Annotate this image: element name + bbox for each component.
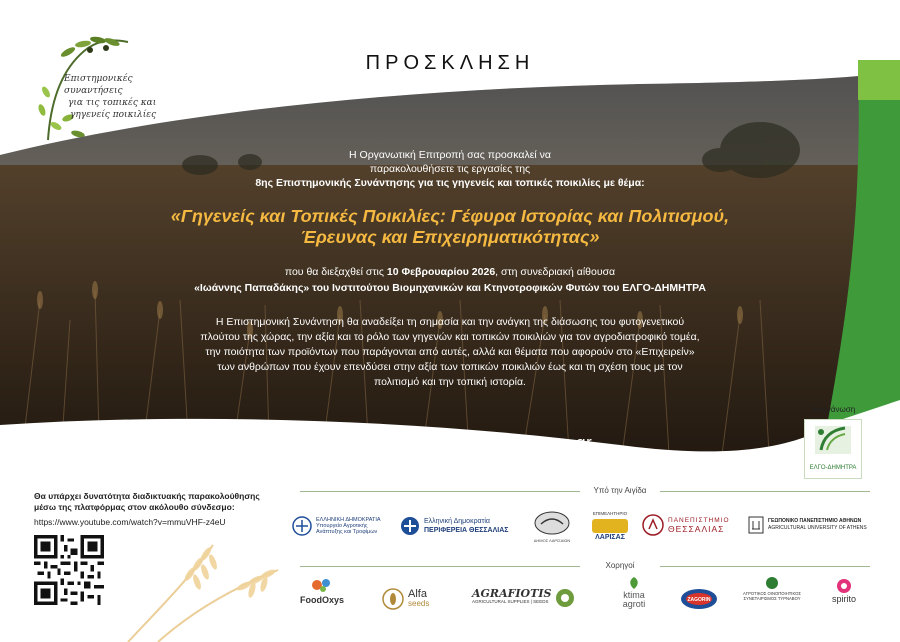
tyrnavos-sub: ΣΥΝΕΤΑΙΡΙΣΜΟΣ ΤΥΡΝΑΒΟΥ (743, 596, 801, 601)
municipality-name: ΔΗΜΟΣ ΛΑΡΙΣΑΙΩΝ (533, 538, 571, 543)
sponsors-divider-left (300, 566, 580, 567)
event-date: 10 Φεβρουαρίου 2026 (386, 266, 496, 278)
alfa-seed-icon (382, 588, 404, 610)
alfa-name: Alfa (408, 588, 427, 600)
online-line-1: Θα υπάρχει δυνατότητα διαδικτυακής παρακολούθησης (34, 491, 260, 501)
meeting-description (100, 315, 800, 390)
tyrnavos-name: ΑΓΡΟΤΙΚΟΣ ΟΙΝΟΠΟΙΗΤΙΚΟΣ (743, 591, 801, 596)
qr-code-icon[interactable] (34, 535, 104, 605)
university-sub: ΘΕΣΣΑΛΙΑΣ (668, 524, 725, 534)
grape-icon (765, 576, 779, 590)
foodoxys-name: FoodOxys (299, 595, 344, 605)
ministry-name: ΕΛΛΗΝΙΚΗ ΔΗΜΟΚΡΑΤΙΑ (316, 517, 381, 523)
logo-municipality-larissa (528, 510, 576, 545)
university-name: ΠΑΝΕΠΙΣΤΗΜΙΟ (668, 517, 730, 524)
online-line-2: μέσω της πλατφόρμας στον ακόλουθο σύνδεσμο: (34, 502, 235, 512)
venue-info (100, 264, 800, 296)
elgo-leaf-icon (805, 420, 861, 460)
online-notice (34, 491, 274, 513)
sponsors-divider-right (660, 566, 870, 567)
chamber-label: ΕΠΙΜΕΛΗΤΗΡΙΟ (592, 511, 628, 516)
wheat-decoration-icon (118, 540, 288, 642)
university-seal-icon (642, 514, 664, 536)
agrafiotis-sub: AGRICULTURAL SUPPLIES | SEEDS (472, 599, 549, 604)
zagorin-badge-icon (680, 588, 718, 610)
agrafiotis-name: AGRAFIOTIS (472, 587, 552, 600)
zagorin-name: ZAGORIN (687, 597, 711, 603)
alfa-sub: seeds (408, 599, 430, 608)
logo-region-thessaly (400, 516, 518, 536)
logo-zagorin (680, 588, 718, 610)
organizer-label: Διοργάνωση (810, 405, 856, 414)
logo-line-1: Επιστημονικές συναντήσεις (64, 74, 133, 96)
logo-university-thessaly (642, 514, 742, 536)
desc-line-5: πολιτισμό και την τοπική ιστορία. (374, 376, 526, 388)
logo-chamber-larissa (586, 510, 634, 542)
organizer-block (792, 405, 874, 479)
intro-text (130, 148, 770, 190)
auspices-label: Υπό την Αιγίδα (593, 486, 647, 495)
auspices-divider-left (300, 491, 580, 492)
aua-sub: AGRICULTURAL UNIVERSITY OF ATHENS (768, 525, 867, 531)
venue-suffix: , στη συνεδριακή αίθουσα (495, 266, 616, 278)
youtube-link[interactable]: https://www.youtube.com/watch?v=mmuVHF-z4eU (34, 517, 226, 527)
spirito-name: spirito (831, 594, 856, 604)
intro-line-3: 8ης Επιστημονικής Συνάντησης για τις γηγενείς και τοπικές ποικιλίες με θέμα: (255, 177, 645, 189)
auspices-divider-right (660, 491, 870, 492)
spirito-flower-icon (836, 578, 852, 594)
venue-hall: «Ιωάννης Παπαδάκης» του Ινστιτούτου Βιομηχανικών και Κτηνοτροφικών Φυτών του ΕΛΓΟ-ΔΗΜΗΤΡΑ (194, 282, 706, 294)
desc-line-4: των ανθρώπων που έχουν επενδύσει στην αξία των τοπικών ποικιλιών έως και τη σχέση τους με τον (217, 361, 683, 373)
intro-line-1: Η Οργανωτική Επιτροπή σας προσκαλεί να (349, 149, 551, 161)
elgo-logo-text: ΕΛΓΟ-ΔΗΜΗΤΡΑ (809, 465, 857, 471)
logo-spirito (822, 578, 866, 603)
logo-line-3: γηγενείς ποικιλίες (70, 110, 157, 120)
website-link[interactable]: greeklandraces.gr (447, 433, 593, 452)
meeting-subject (120, 206, 780, 248)
intro-line-2: παρακολουθήσετε τις εργασίες της (369, 163, 531, 175)
logo-foodoxys (292, 576, 352, 604)
municipality-seal-icon (533, 510, 571, 536)
logo-ktima-agroti (614, 576, 654, 609)
chamber-sub: ΛΑΡΙΣΑΣ (595, 534, 625, 541)
logo-ministry-agriculture (292, 516, 390, 536)
ministry-sub: Υπουργείο Αγροτικής Ανάπτυξης και Τροφίμων (316, 523, 378, 535)
region-name: Ελληνική Δημοκρατία (424, 518, 490, 525)
desc-line-1: Η Επιστημονική Συνάντηση θα αναδείξει τη σημασία και την ανάγκη της διάσωσης του φυτογενετικού (215, 316, 685, 328)
foodoxys-icon (309, 576, 335, 594)
agrafiotis-emblem-icon (555, 588, 575, 608)
page-title: ΠΡΟΣΚΛΗΣΗ (365, 52, 535, 74)
venue-prefix: που θα διεξαχθεί στις (284, 266, 387, 278)
sponsors-label: Χορηγοί (605, 561, 635, 570)
logo-tyrnavos-cooperative (734, 576, 810, 601)
logo-line-2: για τις τοπικές και (68, 98, 157, 108)
ktima-sub: agroti (622, 599, 646, 609)
subject-line-1: «Γηγενείς και Τοπικές Ποικιλίες: Γέφυρα Ιστορίας και Πολιτισμού, (170, 206, 730, 226)
greek-emblem-icon (292, 516, 312, 536)
logo-agricultural-university-athens (748, 516, 878, 534)
chamber-emblem-icon (592, 519, 628, 533)
desc-line-2: πλούτου της χώρας, την αξία και το ρόλο των γηγενών και τοπικών ποικιλιών για τον αγροδιατροφικό τομέα, (200, 331, 700, 343)
elgo-dimitra-logo (804, 419, 862, 479)
region-sub: ΠΕΡΙΦΕΡΕΙΑ ΘΕΣΣΑΛΙΑΣ (424, 527, 509, 534)
logo-agrafiotis (472, 588, 588, 608)
aua-name: ΓΕΩΠΟΝΙΚΟ ΠΑΝΕΠΙΣΤΗΜΙΟ ΑΘΗΝΩΝ (768, 518, 862, 524)
desc-line-3: την ποιότητα των προϊόντων που παράγονται από αυτές, αλλά και θέματα που αφορούν στο «Επιχειρείν» (205, 346, 695, 358)
logo-alfa-seeds (382, 588, 446, 610)
ktima-name: ktima (623, 590, 645, 600)
greek-emblem-icon (400, 516, 420, 536)
subject-line-2: Έρευνας και Επιχειρηματικότητας» (300, 227, 600, 247)
aua-emblem-icon (748, 516, 764, 534)
ktima-leaf-icon (626, 576, 642, 590)
